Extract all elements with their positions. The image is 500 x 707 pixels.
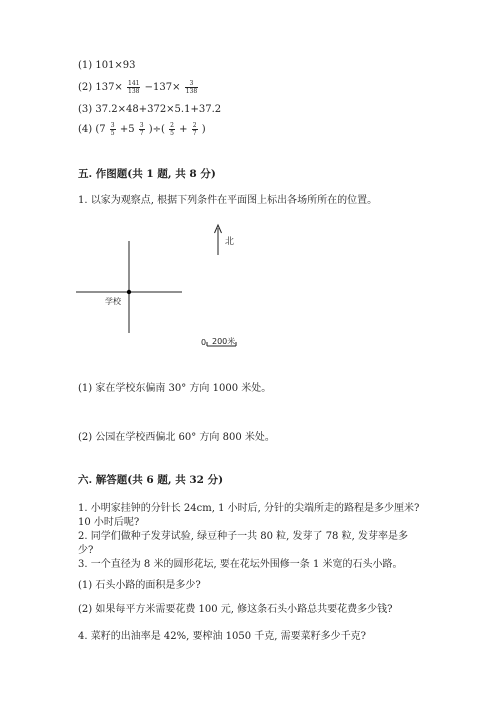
section-6-q4: 4. 菜籽的出油率是 42%, 要榨油 1050 千克, 需要菜籽多少千克?: [78, 631, 367, 642]
problem-2-prefix: (2) 137×: [78, 82, 123, 93]
school-label: 学校: [105, 297, 121, 306]
fraction-numerator: 141: [128, 80, 140, 87]
fraction-numerator: 3: [139, 122, 144, 129]
section-6-q3-sub1: (1) 石头小路的面积是多少?: [78, 580, 201, 591]
problem-4-div: )÷(: [148, 124, 165, 135]
problem-1: (1) 101×93: [78, 60, 136, 71]
fraction-denominator: 7: [192, 130, 197, 137]
section-6-q2-line2: 少?: [78, 545, 94, 556]
section-6-q1-line2: 10 小时后呢?: [78, 517, 140, 528]
problem-2-mid: −137×: [144, 82, 181, 93]
section-6-q2-line1: 2. 同学们做种子发芽试验, 绿豆种子一共 80 粒, 发芽了 78 粒, 发芽率是多: [78, 531, 408, 542]
school-point: [127, 290, 131, 294]
section-6-q1-line1: 1. 小明家挂钟的分针长 24cm, 1 小时后, 分针的尖端所走的路程是多少厘米?: [78, 503, 420, 514]
fraction-numerator: 3: [185, 80, 198, 88]
fraction-numerator: 2: [170, 122, 174, 129]
fraction-denominator: 138: [185, 88, 198, 95]
problem-4-plus: +5: [119, 124, 135, 135]
section-5-sub2: (2) 公园在学校西偏北 60° 方向 800 米处。: [78, 432, 275, 443]
section-5-q1: 1. 以家为观察点, 根据下列条件在平面图上标出各场所所在的位置。: [78, 195, 378, 206]
section-5-sub1: (1) 家在学校东偏南 30° 方向 1000 米处。: [78, 383, 272, 394]
section-5-title: 五. 作图题(共 1 题, 共 8 分): [78, 168, 216, 180]
problem-4-prefix: (4) (7: [78, 124, 106, 135]
fraction-denominator: 7: [139, 130, 144, 137]
north-label: 北: [225, 237, 235, 247]
scale-zero-label: 0: [201, 338, 207, 347]
section-6-title: 六. 解答题(共 6 题, 共 32 分): [78, 474, 224, 486]
problem-4-plus2: +: [179, 124, 188, 135]
problem-3: (3) 37.2×48+372×5.1+37.2: [78, 104, 222, 115]
fraction-numerator: 2: [192, 122, 197, 129]
fraction-denominator: 5: [170, 130, 174, 137]
problem-4-close: ): [201, 124, 206, 135]
fraction-denominator: 138: [128, 88, 140, 95]
fraction-denominator: 5: [110, 130, 115, 137]
fraction-numerator: 3: [110, 122, 115, 129]
scale-label: 200米: [212, 337, 236, 346]
section-6-q3-sub2: (2) 如果每平方米需要花费 100 元, 修这条石头小路总共要花费多少钱?: [78, 604, 393, 615]
section-6-q3: 3. 一个直径为 8 米的圆形花坛, 要在花坛外围修一条 1 米宽的石头小路。: [78, 559, 403, 570]
